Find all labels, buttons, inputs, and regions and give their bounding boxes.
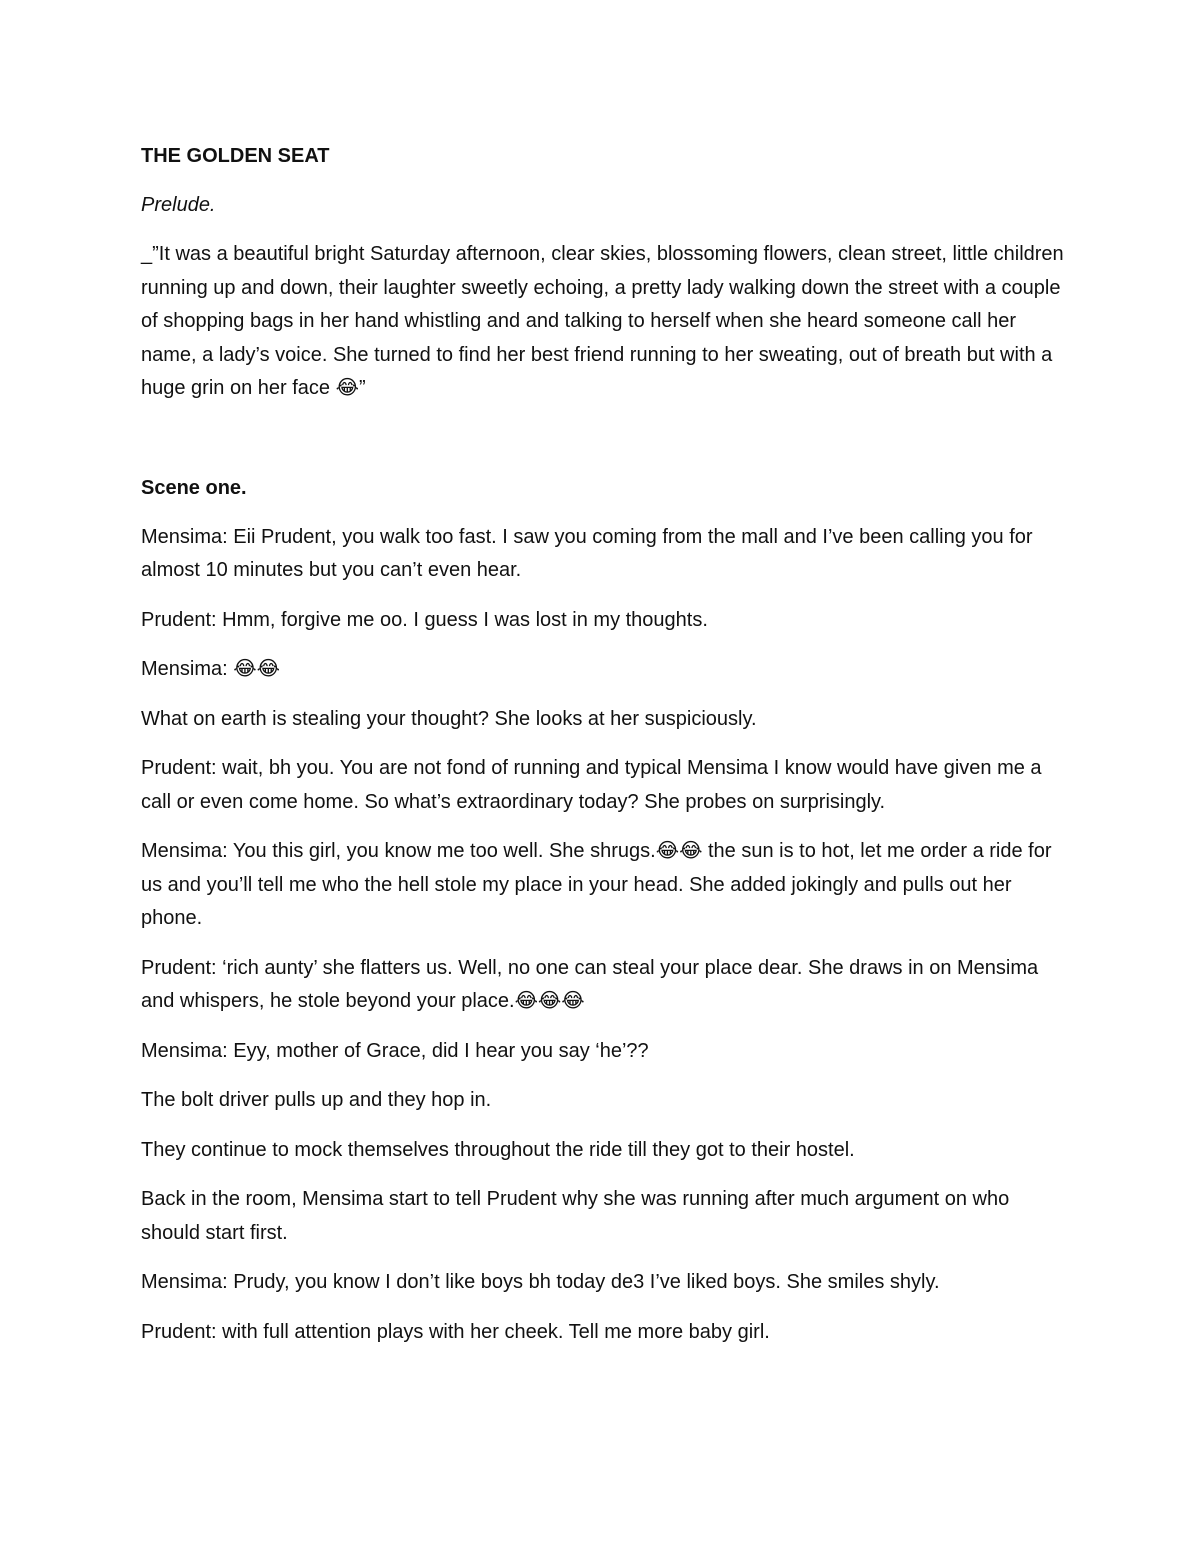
- narration-paragraph: Back in the room, Mensima start to tell Prudent why she was running after much argument on who should start first.: [141, 1188, 1010, 1244]
- document-page: [141, 140, 1066, 1365]
- dialogue-paragraph: Prudent: ‘rich aunty’ she flatters us. Well, no one can steal your place dear. She draws in on Mensima and whispers, he stole beyond your place.😂😂😂: [141, 956, 1039, 1012]
- narration-paragraph: What on earth is stealing your thought? She looks at her suspiciously.: [141, 707, 757, 730]
- dialogue-paragraph: Mensima: Eii Prudent, you walk too fast. I saw you coming from the mall and I’ve been calling you for almost 10 minutes but you can’t even hear.: [141, 525, 1033, 581]
- prelude-paragraph: _”It was a beautiful bright Saturday afternoon, clear skies, blossoming flowers, clean street, little children running up and down, their laughter sweetly echoing, a pretty lady walking down the street with a couple of shopping bags in her hand whistling and and talking to herself when she heard someone call her name, a lady’s voice. She turned to find her best friend running to her sweating, out of breath but with a huge grin on her face 😂”: [141, 243, 1064, 399]
- dialogue-paragraph: Prudent: Hmm, forgive me oo. I guess I was lost in my thoughts.: [141, 608, 708, 631]
- dialogue-paragraph: Prudent: wait, bh you. You are not fond of running and typical Mensima I know would have given me a call or even come home. So what’s extraordinary today? She probes on surprisingly.: [141, 757, 1042, 813]
- document-title: THE GOLDEN SEAT: [141, 145, 330, 167]
- dialogue-paragraph: Mensima: You this girl, you know me too well. She shrugs.😂😂 the sun is to hot, let me order a ride for us and you’ll tell me who the hell stole my place in your head. She added jokingly and pulls out her phone.: [141, 840, 1052, 929]
- dialogue-paragraph: Mensima: 😂😂: [141, 658, 280, 680]
- narration-paragraph: They continue to mock themselves throughout the ride till they got to their hostel.: [141, 1138, 855, 1161]
- dialogue-paragraph: Mensima: Eyy, mother of Grace, did I hear you say ‘he’??: [141, 1039, 649, 1062]
- dialogue-paragraph: Prudent: with full attention plays with her cheek. Tell me more baby girl.: [141, 1320, 770, 1343]
- narration-paragraph: The bolt driver pulls up and they hop in.: [141, 1089, 492, 1111]
- dialogue-paragraph: Mensima: Prudy, you know I don’t like boys bh today de3 I’ve liked boys. She smiles shyly.: [141, 1271, 940, 1293]
- scene-heading: Scene one.: [141, 476, 247, 499]
- prelude-label: Prelude.: [141, 194, 216, 216]
- section-spacer: [141, 422, 1066, 472]
